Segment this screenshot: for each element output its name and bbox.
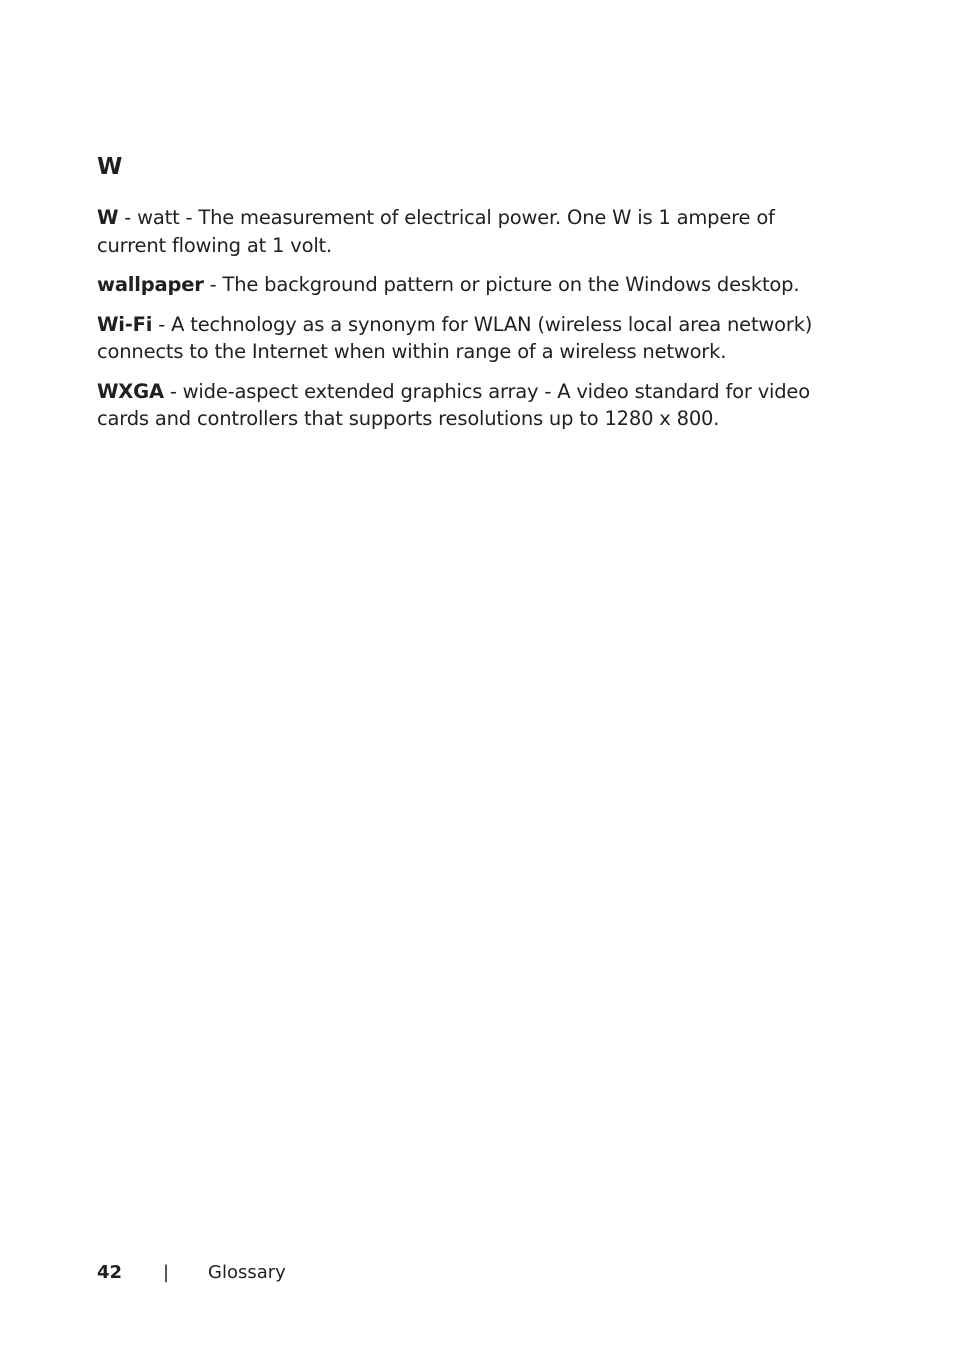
page-number: 42	[97, 1262, 123, 1283]
glossary-definition: - A technology as a synonym for WLAN (wireless local area network) connects to the Internet when within range of a wireless network.	[97, 312, 813, 363]
glossary-content	[97, 150, 827, 445]
glossary-term: WXGA	[97, 379, 164, 403]
glossary-entry-wallpaper	[97, 271, 827, 299]
glossary-entry-w	[97, 204, 827, 259]
glossary-term: W	[97, 206, 119, 229]
glossary-entry-wi-fi	[97, 311, 827, 366]
glossary-term: wallpaper	[97, 273, 204, 296]
glossary-entry-wxga	[97, 378, 827, 433]
glossary-definition: - wide-aspect extended graphics array - A video standard for video cards and controllers that supports resolutions up to 1280 x 800.	[97, 379, 810, 430]
glossary-term: Wi-Fi	[97, 312, 153, 336]
glossary-definition: - The background pattern or picture on the Windows desktop.	[203, 273, 800, 296]
footer-section-name: Glossary	[208, 1262, 286, 1283]
section-heading: W	[97, 154, 123, 180]
footer-separator: |	[163, 1262, 170, 1283]
glossary-definition: - watt - The measurement of electrical power. One W is 1 ampere of current flowing at 1 volt.	[97, 206, 775, 257]
